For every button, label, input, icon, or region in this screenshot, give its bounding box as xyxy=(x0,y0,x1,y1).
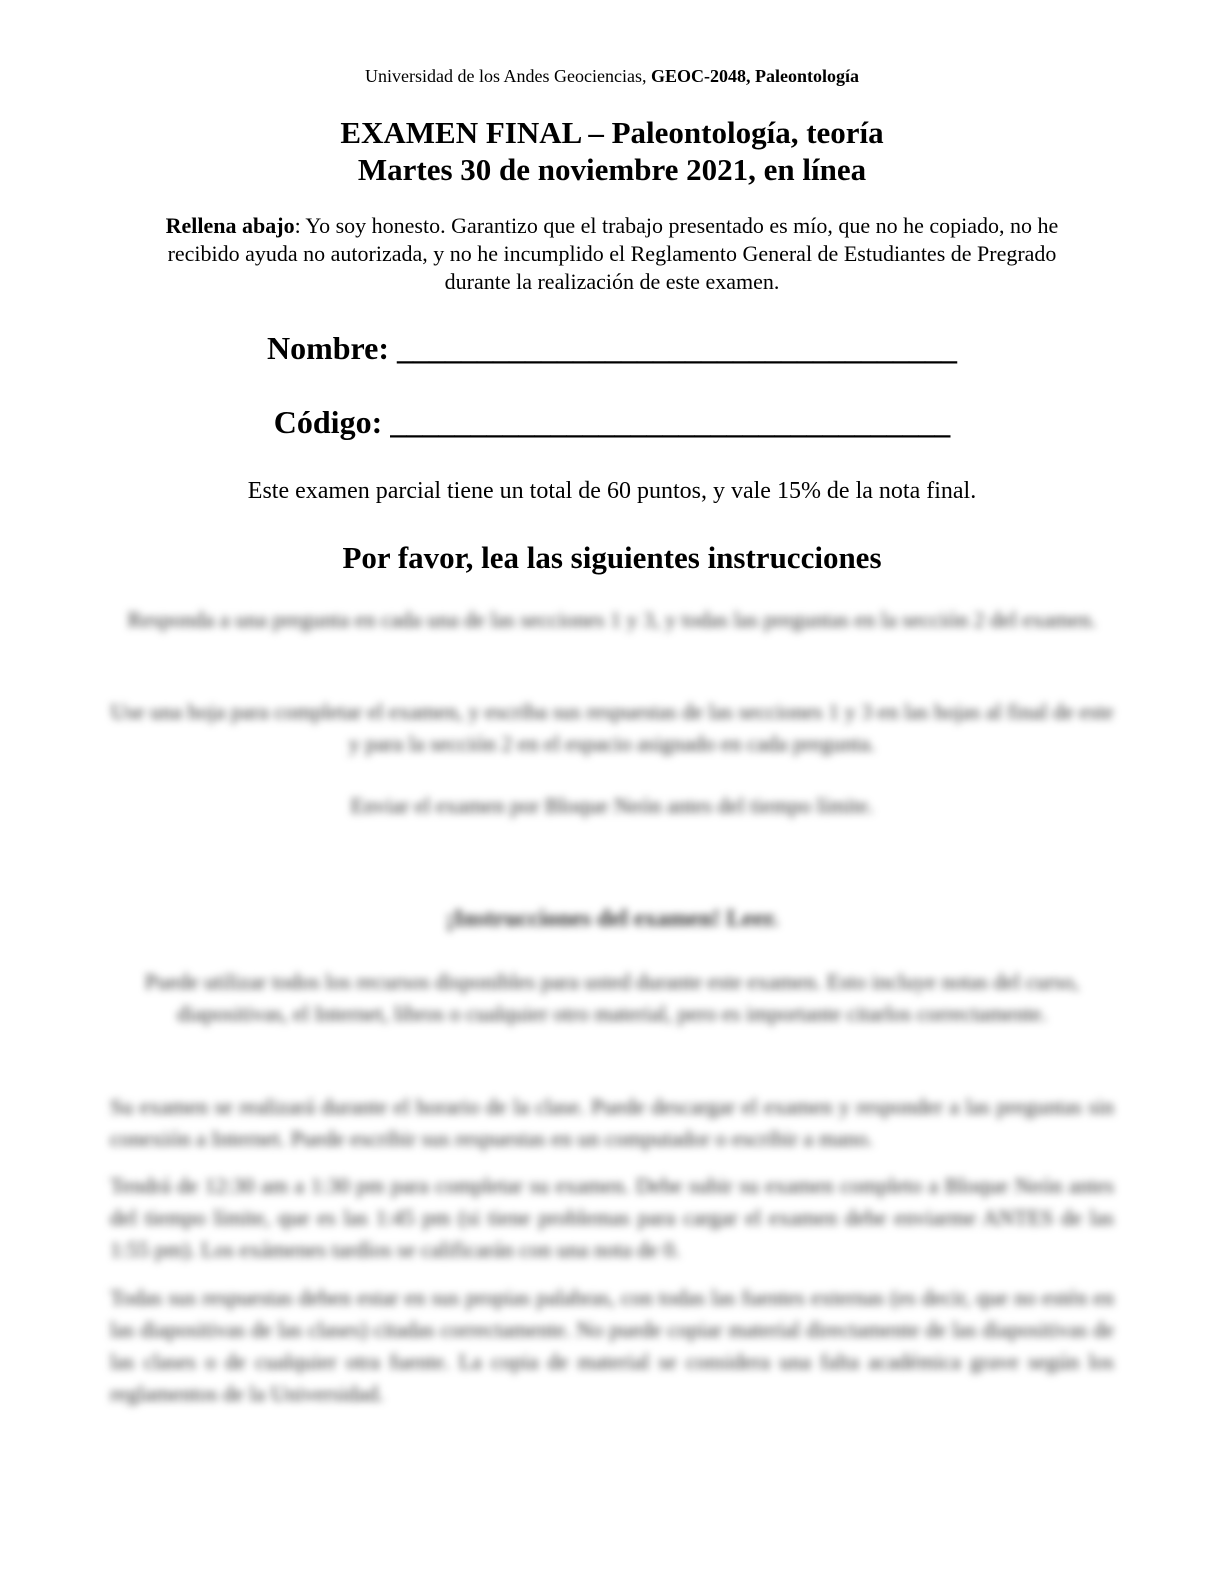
name-blank: ___________________________________ xyxy=(397,330,958,366)
exam-title xyxy=(0,114,1224,188)
blurred-heading-2: ¡Instrucciones del examen! Leer. xyxy=(445,906,779,932)
header-course: GEOC-2048, Paleontología xyxy=(650,66,859,86)
exam-title-line2: Martes 30 de noviembre 2021, en línea xyxy=(357,152,867,187)
blurred-paragraph-3: Enviar el examen por Bloque Neón antes del tiempo límite. xyxy=(350,793,874,818)
pledge-label: Rellena abajo xyxy=(165,213,295,238)
header-institution: Universidad de los Andes Geociencias, xyxy=(365,66,651,86)
honesty-pledge xyxy=(150,212,1074,296)
code-field xyxy=(0,404,1224,441)
pledge-text: : Yo soy honesto. Garantizo que el trabajo presentado es mío, que no he copiado, no he recibido ayuda no autorizada, y no he incumplido el Reglamento General de Estudiantes de Pregrado durante la realización de este examen. xyxy=(167,213,1059,294)
instructions-heading: Por favor, lea las siguientes instrucciones xyxy=(342,540,882,575)
blurred-paragraph-2: Use una hoja para completar el examen, y escriba sus respuestas de las secciones 1 y 3 en las hojas al final de este y para la sección 2 en el espacio asignado en cada pregunta. xyxy=(110,699,1114,756)
points-statement: Este examen parcial tiene un total de 60 puntos, y vale 15% de la nota final. xyxy=(247,478,977,504)
exam-title-line1: EXAMEN FINAL – Paleontología, teoría xyxy=(340,115,884,150)
blurred-paragraph-1: Responda a una pregunta en cada una de las secciones 1 y 3, y todas las preguntas en la sección 2 del examen. xyxy=(127,607,1097,632)
name-field xyxy=(0,330,1224,367)
blurred-paragraph-6: Tendrá de 12:30 am a 1:30 pm para completar su examen. Debe subir su examen completo a Bloque Neón antes del tiempo límite, que es las 1:45 pm (si tiene problemas para cargar el examen debe enviarme ANTES de las 1:55 pm). Los exámenes tardíos se calificarán con una nota de 0. xyxy=(110,1173,1114,1262)
blurred-paragraph-7: Todas sus respuestas deben estar en sus propias palabras, con todas las fuentes externas (es decir, que no estén en las diapositivas de las clases) citadas correctamente. No puede copiar material directamente de las diapositivas de las clases o de cualquier otra fuente. La copia de material se considera una falta académica grave según los reglamentos de la Universidad. xyxy=(110,1285,1114,1406)
code-blank: ___________________________________ xyxy=(390,404,951,440)
blurred-paragraph-5: Su examen se realizará durante el horario de la clase. Puede descargar el examen y responder a las preguntas sin conexión a Internet. Puede escribir sus respuestas en un computador o escribir a mano. xyxy=(110,1094,1114,1151)
name-label: Nombre: xyxy=(266,330,390,366)
code-label: Código: xyxy=(273,404,383,440)
page-header xyxy=(0,66,1224,87)
blurred-paragraph-4: Puede utilizar todos los recursos disponibles para usted durante este examen. Esto incluye notas del curso, diapositivas, el Internet, libros o cualquier otro material, pero es importante citarlos correctamente. xyxy=(144,969,1080,1026)
